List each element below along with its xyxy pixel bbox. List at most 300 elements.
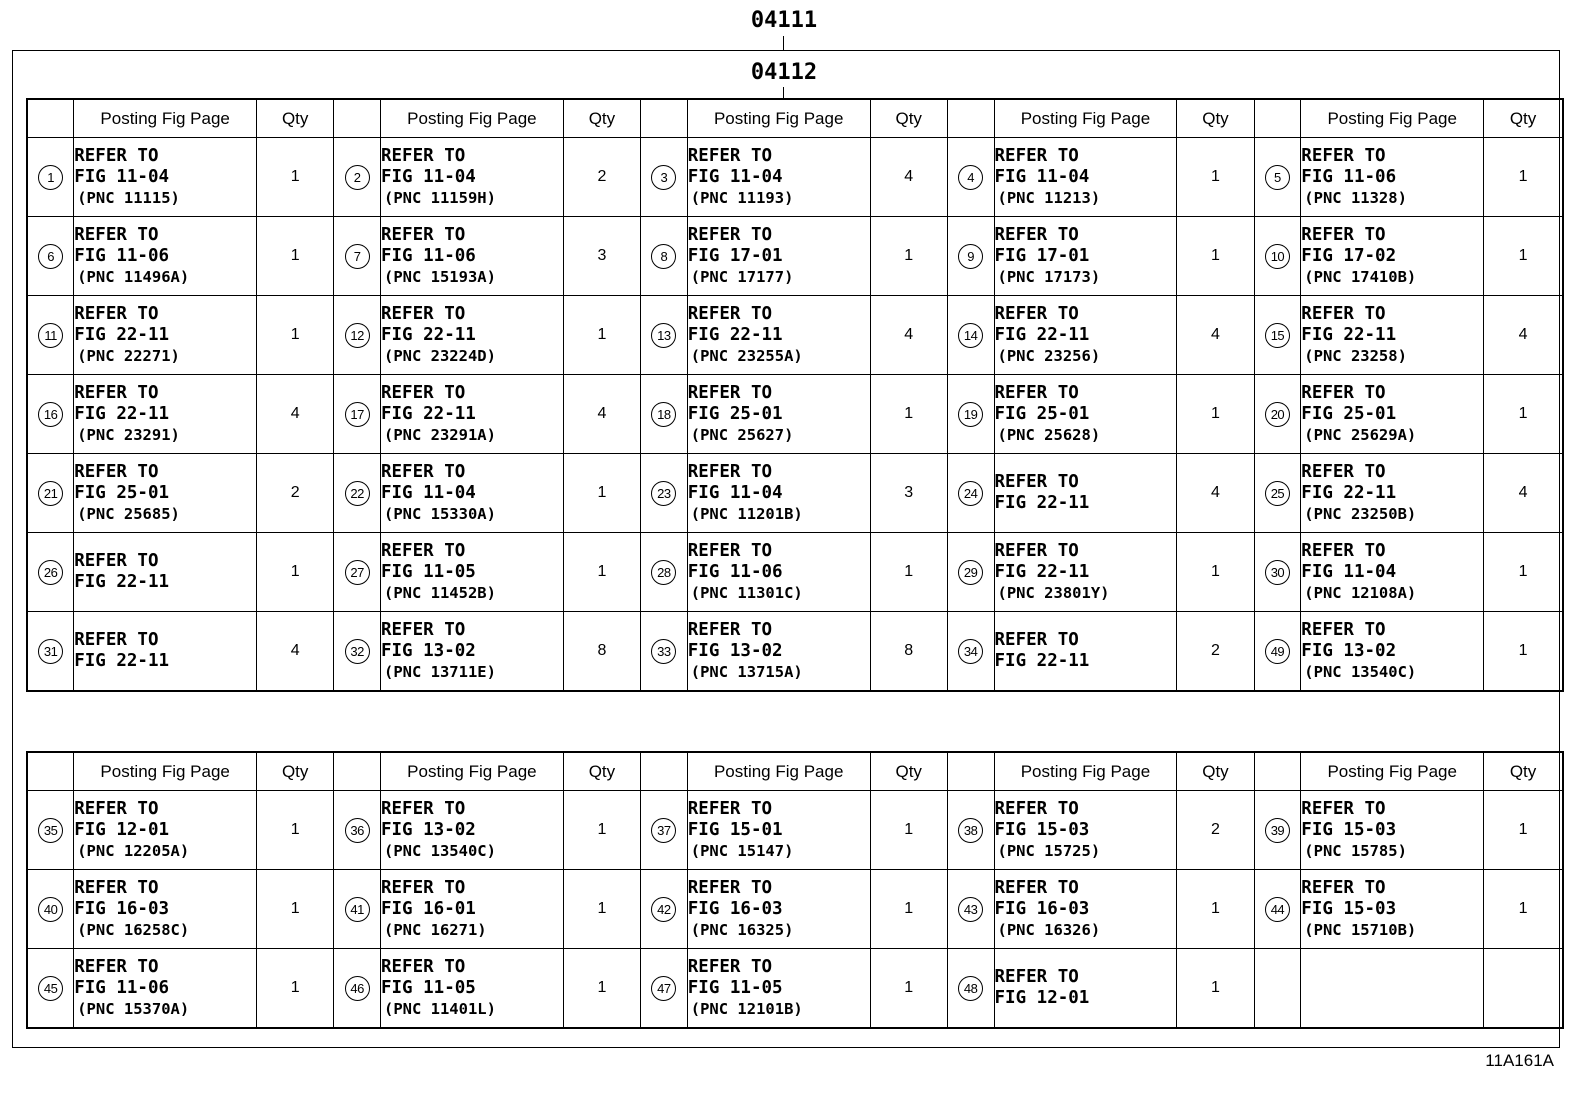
pnc-text: (PNC 11401L): [383, 999, 496, 1018]
qty-cell: 1: [1484, 375, 1563, 454]
pnc-text: (PNC 11201B): [690, 504, 803, 523]
posting-reference-cell: [1301, 791, 1484, 870]
refer-to-text: REFER TO: [380, 956, 466, 977]
callout-number-cell: [1254, 791, 1301, 870]
callout-number-cell: [1254, 217, 1301, 296]
fig-page-text: FIG 16-01: [380, 898, 476, 919]
header-posting-fig-page: Posting Fig Page: [74, 99, 257, 138]
qty-cell: 2: [1177, 791, 1254, 870]
posting-reference-cell: [994, 296, 1177, 375]
pnc-text: (PNC 17410B): [1304, 267, 1417, 286]
qty-cell: 1: [563, 791, 640, 870]
callout-number-cell: [947, 375, 994, 454]
posting-reference-cell: [74, 949, 257, 1029]
callout-number-cell: [947, 870, 994, 949]
callout-number-cell: [1254, 870, 1301, 949]
callout-number-cell: [27, 138, 74, 217]
callout-number: 36: [345, 818, 370, 843]
refer-to-text: REFER TO: [380, 877, 466, 898]
qty-cell: 1: [1484, 870, 1563, 949]
fig-page-text: FIG 22-11: [380, 324, 476, 345]
posting-reference-cell: [380, 870, 563, 949]
pnc-text: (PNC 17173): [997, 267, 1101, 286]
posting-reference-cell: [687, 791, 870, 870]
pnc-text: (PNC 25685): [77, 504, 180, 523]
qty-cell: 4: [1484, 296, 1563, 375]
header-blank-cell: [27, 752, 74, 791]
header-blank-cell: [641, 99, 688, 138]
table-row: [27, 217, 1563, 296]
refer-to-text: REFER TO: [687, 956, 773, 977]
qty-cell: 1: [257, 870, 334, 949]
header-blank-cell: [27, 99, 74, 138]
pnc-text: (PNC 15193A): [383, 267, 496, 286]
pnc-text: (PNC 13540C): [383, 841, 496, 860]
callout-number-cell: [641, 454, 688, 533]
callout-number-cell: [947, 138, 994, 217]
callout-number-cell: [27, 296, 74, 375]
qty-cell: 1: [563, 533, 640, 612]
posting-reference-cell: [380, 375, 563, 454]
fig-page-text: FIG 22-11: [994, 561, 1090, 582]
qty-cell: 1: [257, 217, 334, 296]
callout-number-cell: [1254, 454, 1301, 533]
callout-number: 8: [651, 244, 676, 269]
table-row: [27, 138, 1563, 217]
table-row: [27, 454, 1563, 533]
pnc-text: (PNC 11213): [997, 188, 1101, 207]
qty-cell: 1: [563, 870, 640, 949]
pnc-text: (PNC 23255A): [690, 346, 803, 365]
header-posting-fig-page: Posting Fig Page: [994, 99, 1177, 138]
fig-page-text: FIG 11-06: [687, 561, 783, 582]
callout-number-cell: [334, 296, 381, 375]
refer-to-text: REFER TO: [1301, 145, 1386, 166]
fig-page-text: FIG 17-01: [994, 245, 1090, 266]
callout-number-cell: [947, 949, 994, 1029]
callout-number: 46: [345, 976, 370, 1001]
qty-cell: 1: [563, 949, 640, 1029]
pnc-text: (PNC 13715A): [690, 662, 803, 681]
callout-number: 23: [651, 481, 676, 506]
posting-reference-cell: [687, 138, 870, 217]
callout-number: 34: [958, 639, 983, 664]
callout-number-cell: [27, 375, 74, 454]
header-qty: Qty: [563, 99, 640, 138]
posting-reference-cell: [380, 612, 563, 692]
refer-to-text: REFER TO: [380, 461, 466, 482]
pnc-text: (PNC 11301C): [690, 583, 803, 602]
callout-number-cell: [334, 612, 381, 692]
posting-reference-cell: [74, 296, 257, 375]
header-posting-fig-page: Posting Fig Page: [380, 752, 563, 791]
posting-reference-cell: [687, 217, 870, 296]
fig-page-text: FIG 16-03: [994, 898, 1090, 919]
qty-cell: 1: [257, 296, 334, 375]
header-qty: Qty: [257, 99, 334, 138]
refer-to-text: REFER TO: [380, 619, 466, 640]
fig-page-text: FIG 11-04: [74, 166, 170, 187]
fig-page-text: FIG 11-06: [74, 977, 170, 998]
qty-cell: 1: [1177, 870, 1254, 949]
callout-number-cell: [334, 949, 381, 1029]
pnc-text: (PNC 23256): [997, 346, 1101, 365]
callout-number: 29: [958, 560, 983, 585]
refer-to-text: REFER TO: [380, 382, 466, 403]
refer-to-text: REFER TO: [74, 145, 159, 166]
refer-to-text: REFER TO: [687, 224, 773, 245]
refer-to-text: REFER TO: [1301, 224, 1386, 245]
callout-number: 11: [38, 323, 63, 348]
callout-number: 1: [38, 165, 63, 190]
callout-number: 49: [1265, 639, 1290, 664]
refer-to-text: REFER TO: [687, 303, 773, 324]
callout-number: 28: [651, 560, 676, 585]
refer-to-text: REFER TO: [994, 224, 1079, 245]
callout-number: 21: [38, 481, 63, 506]
posting-reference-cell: [74, 375, 257, 454]
qty-cell: 1: [870, 375, 947, 454]
qty-cell: 1: [563, 296, 640, 375]
qty-cell: 2: [563, 138, 640, 217]
qty-cell: 1: [1484, 217, 1563, 296]
callout-number-cell: [27, 612, 74, 692]
refer-to-text: REFER TO: [1301, 382, 1386, 403]
fig-page-text: FIG 25-01: [687, 403, 783, 424]
qty-cell: 1: [870, 217, 947, 296]
pnc-text: (PNC 12108A): [1304, 583, 1417, 602]
refer-to-text: REFER TO: [74, 303, 159, 324]
callout-number: 41: [345, 897, 370, 922]
fig-page-text: FIG 11-06: [1301, 166, 1397, 187]
qty-cell: 1: [257, 791, 334, 870]
pnc-text: (PNC 25627): [690, 425, 794, 444]
fig-page-text: FIG 17-01: [687, 245, 783, 266]
fig-page-text: FIG 11-04: [380, 482, 476, 503]
callout-number: 7: [345, 244, 370, 269]
refer-to-text: REFER TO: [380, 540, 466, 561]
pnc-text: (PNC 16271): [383, 920, 487, 939]
callout-number-cell: [1254, 138, 1301, 217]
fig-page-text: FIG 12-01: [994, 988, 1090, 1008]
header-blank-cell: [947, 752, 994, 791]
header-qty: Qty: [1177, 99, 1254, 138]
callout-number: 17: [345, 402, 370, 427]
pnc-text: (PNC 11452B): [383, 583, 496, 602]
table-row: [27, 533, 1563, 612]
callout-number-cell: [334, 375, 381, 454]
posting-reference-cell: [994, 870, 1177, 949]
fig-page-text: FIG 16-03: [687, 898, 783, 919]
refer-to-text: REFER TO: [1301, 877, 1386, 898]
fig-page-text: FIG 11-06: [380, 245, 476, 266]
qty-cell: 1: [257, 533, 334, 612]
callout-number-cell: [947, 217, 994, 296]
fig-page-text: FIG 22-11: [994, 493, 1090, 513]
posting-reference-cell: [1301, 138, 1484, 217]
fig-page-text: FIG 16-03: [74, 898, 170, 919]
callout-number: 27: [345, 560, 370, 585]
header-posting-fig-page: Posting Fig Page: [1301, 752, 1484, 791]
fig-page-text: FIG 22-11: [74, 403, 170, 424]
header-qty: Qty: [563, 752, 640, 791]
posting-reference-cell: [687, 296, 870, 375]
fig-page-text: FIG 11-05: [687, 977, 783, 998]
qty-cell: 4: [1177, 454, 1254, 533]
fig-page-text: FIG 22-11: [380, 403, 476, 424]
fig-page-text: FIG 13-02: [687, 640, 783, 661]
header-posting-fig-page: Posting Fig Page: [687, 99, 870, 138]
callout-number-cell: [641, 949, 688, 1029]
refer-to-text: REFER TO: [74, 877, 159, 898]
posting-reference-cell: [380, 533, 563, 612]
fig-page-text: FIG 22-11: [74, 651, 170, 671]
fig-page-text: FIG 15-01: [687, 819, 783, 840]
callout-number: 12: [345, 323, 370, 348]
fig-page-text: FIG 22-11: [1301, 324, 1397, 345]
fig-page-text: FIG 17-02: [1301, 245, 1397, 266]
callout-number: 31: [38, 639, 63, 664]
callout-number-cell: [334, 870, 381, 949]
header-blank-cell: [334, 99, 381, 138]
table-row: [27, 949, 1563, 1029]
fig-page-text: FIG 22-11: [74, 572, 170, 592]
posting-reference-cell: [74, 870, 257, 949]
callout-number-cell: [27, 870, 74, 949]
qty-cell: 1: [1484, 533, 1563, 612]
refer-to-text: REFER TO: [74, 956, 159, 977]
qty-cell: 1: [1177, 949, 1254, 1029]
pnc-text: (PNC 23224D): [383, 346, 496, 365]
header-qty: Qty: [257, 752, 334, 791]
refer-to-text: REFER TO: [994, 145, 1079, 166]
posting-reference-cell: [687, 533, 870, 612]
callout-number: 6: [38, 244, 63, 269]
refer-to-text: REFER TO: [994, 630, 1079, 650]
fig-page-text: FIG 13-02: [1301, 640, 1397, 661]
callout-number-cell: [641, 612, 688, 692]
callout-number-cell: [27, 217, 74, 296]
parts-table-top: [26, 98, 1564, 692]
header-posting-fig-page: Posting Fig Page: [1301, 99, 1484, 138]
refer-to-text: REFER TO: [994, 798, 1079, 819]
posting-reference-cell: [1301, 533, 1484, 612]
fig-page-text: FIG 11-05: [380, 977, 476, 998]
posting-reference-cell: [380, 296, 563, 375]
fig-page-text: FIG 22-11: [1301, 482, 1397, 503]
callout-number: 19: [958, 402, 983, 427]
posting-reference-cell: [380, 949, 563, 1029]
refer-to-text: REFER TO: [687, 877, 773, 898]
qty-cell: 4: [1177, 296, 1254, 375]
header-posting-fig-page: Posting Fig Page: [994, 752, 1177, 791]
refer-to-text: REFER TO: [994, 472, 1079, 492]
fig-page-text: FIG 13-02: [380, 640, 476, 661]
posting-reference-cell: [1301, 217, 1484, 296]
callout-number: 18: [651, 402, 676, 427]
posting-reference-cell: [994, 454, 1177, 533]
qty-cell: 1: [870, 870, 947, 949]
fig-page-text: FIG 22-11: [74, 324, 170, 345]
callout-number-cell: [947, 612, 994, 692]
header-posting-fig-page: Posting Fig Page: [687, 752, 870, 791]
fig-page-text: FIG 22-11: [687, 324, 783, 345]
refer-to-text: REFER TO: [994, 540, 1079, 561]
figure-id: 11A161A: [1485, 1051, 1554, 1070]
qty-cell: 4: [870, 138, 947, 217]
callout-number-cell: [334, 138, 381, 217]
posting-reference-cell: [380, 791, 563, 870]
refer-to-text: REFER TO: [1301, 798, 1386, 819]
callout-number-cell: [27, 791, 74, 870]
callout-number: 32: [345, 639, 370, 664]
posting-reference-cell: [994, 375, 1177, 454]
callout-number-cell: [334, 217, 381, 296]
refer-to-text: REFER TO: [687, 461, 773, 482]
pnc-text: (PNC 12101B): [690, 999, 803, 1018]
qty-cell: 1: [870, 533, 947, 612]
posting-reference-cell: [1301, 296, 1484, 375]
refer-to-text: REFER TO: [74, 461, 159, 482]
qty-cell: 1: [1177, 533, 1254, 612]
posting-reference-cell: [687, 454, 870, 533]
qty-cell: 1: [1484, 138, 1563, 217]
header-qty: Qty: [1177, 752, 1254, 791]
posting-reference-cell: [994, 791, 1177, 870]
header-blank-cell: [1254, 752, 1301, 791]
header-row: [27, 752, 1563, 791]
pnc-text: (PNC 15330A): [383, 504, 496, 523]
posting-reference-cell: [687, 870, 870, 949]
refer-to-text: REFER TO: [74, 382, 159, 403]
qty-cell: 4: [257, 612, 334, 692]
callout-number-cell: [1254, 375, 1301, 454]
refer-to-text: REFER TO: [74, 798, 159, 819]
qty-cell: 4: [563, 375, 640, 454]
callout-number-cell: [27, 454, 74, 533]
callout-number: 25: [1265, 481, 1290, 506]
posting-reference-cell: [687, 949, 870, 1029]
refer-to-text: REFER TO: [994, 303, 1079, 324]
qty-cell: 3: [563, 217, 640, 296]
qty-cell: 1: [563, 454, 640, 533]
posting-reference-cell: [380, 138, 563, 217]
pnc-text: (PNC 15147): [690, 841, 794, 860]
parts-table-bottom: [26, 751, 1564, 1029]
callout-number-cell: [334, 454, 381, 533]
qty-cell: 4: [870, 296, 947, 375]
pnc-text: (PNC 11115): [77, 188, 180, 207]
fig-page-text: FIG 11-04: [687, 482, 783, 503]
callout-number: 37: [651, 818, 676, 843]
pnc-text: (PNC 16325): [690, 920, 794, 939]
refer-to-text: REFER TO: [994, 382, 1079, 403]
pnc-text: (PNC 13711E): [383, 662, 496, 681]
pnc-text: (PNC 16326): [997, 920, 1101, 939]
refer-to-text: REFER TO: [1301, 540, 1386, 561]
header-row: [27, 99, 1563, 138]
posting-reference-cell: [74, 533, 257, 612]
pnc-text: (PNC 15725): [997, 841, 1101, 860]
table-row: [27, 375, 1563, 454]
pnc-text: (PNC 17177): [690, 267, 794, 286]
posting-reference-cell: [1301, 612, 1484, 692]
qty-cell: 1: [1484, 791, 1563, 870]
qty-cell: 3: [870, 454, 947, 533]
callout-number: 30: [1265, 560, 1290, 585]
fig-page-text: FIG 11-04: [687, 166, 783, 187]
posting-reference-cell: [380, 454, 563, 533]
refer-to-text: REFER TO: [994, 967, 1079, 987]
fig-page-text: FIG 11-04: [1301, 561, 1397, 582]
assembly-code-inner: 04112: [750, 60, 818, 85]
callout-number: 43: [958, 897, 983, 922]
callout-number-cell: [27, 533, 74, 612]
callout-number: 20: [1265, 402, 1290, 427]
posting-reference-cell: [1301, 454, 1484, 533]
pnc-text: (PNC 23801Y): [997, 583, 1110, 602]
posting-reference-cell: [1301, 870, 1484, 949]
qty-cell: 2: [257, 454, 334, 533]
fig-page-text: FIG 25-01: [1301, 403, 1397, 424]
qty-cell: 4: [257, 375, 334, 454]
refer-to-text: REFER TO: [687, 619, 773, 640]
callout-number-cell: [1254, 612, 1301, 692]
qty-cell: [1484, 949, 1563, 1029]
callout-number-cell: [641, 296, 688, 375]
fig-page-text: FIG 25-01: [994, 403, 1090, 424]
posting-reference-cell: [74, 138, 257, 217]
refer-to-text: REFER TO: [380, 145, 466, 166]
callout-number-cell: [641, 375, 688, 454]
posting-reference-cell: [1301, 949, 1484, 1029]
callout-number: 9: [958, 244, 983, 269]
fig-page-text: FIG 11-05: [380, 561, 476, 582]
refer-to-text: REFER TO: [1301, 461, 1386, 482]
refer-to-text: REFER TO: [1301, 303, 1386, 324]
qty-cell: 2: [1177, 612, 1254, 692]
fig-page-text: FIG 11-04: [994, 166, 1090, 187]
callout-number-cell: [641, 533, 688, 612]
header-posting-fig-page: Posting Fig Page: [74, 752, 257, 791]
qty-cell: 8: [563, 612, 640, 692]
callout-number-cell: [1254, 296, 1301, 375]
refer-to-text: REFER TO: [994, 877, 1079, 898]
callout-number: 26: [38, 560, 63, 585]
callout-number: 44: [1265, 897, 1290, 922]
qty-cell: 1: [1177, 217, 1254, 296]
header-posting-fig-page: Posting Fig Page: [380, 99, 563, 138]
refer-to-text: REFER TO: [74, 551, 159, 571]
posting-reference-cell: [994, 217, 1177, 296]
qty-cell: 4: [1484, 454, 1563, 533]
table-row: [27, 791, 1563, 870]
pnc-text: (PNC 22271): [77, 346, 180, 365]
refer-to-text: REFER TO: [687, 382, 773, 403]
pnc-text: (PNC 11193): [690, 188, 794, 207]
callout-number-cell: [641, 138, 688, 217]
pnc-text: (PNC 15370A): [77, 999, 190, 1018]
outer-code-leader: [783, 36, 784, 50]
callout-number: 5: [1265, 165, 1290, 190]
callout-number: 45: [38, 976, 63, 1001]
callout-number: 22: [345, 481, 370, 506]
pnc-text: (PNC 23291): [77, 425, 180, 444]
qty-cell: 1: [1484, 612, 1563, 692]
table-row: [27, 870, 1563, 949]
refer-to-text: REFER TO: [74, 224, 159, 245]
header-blank-cell: [1254, 99, 1301, 138]
